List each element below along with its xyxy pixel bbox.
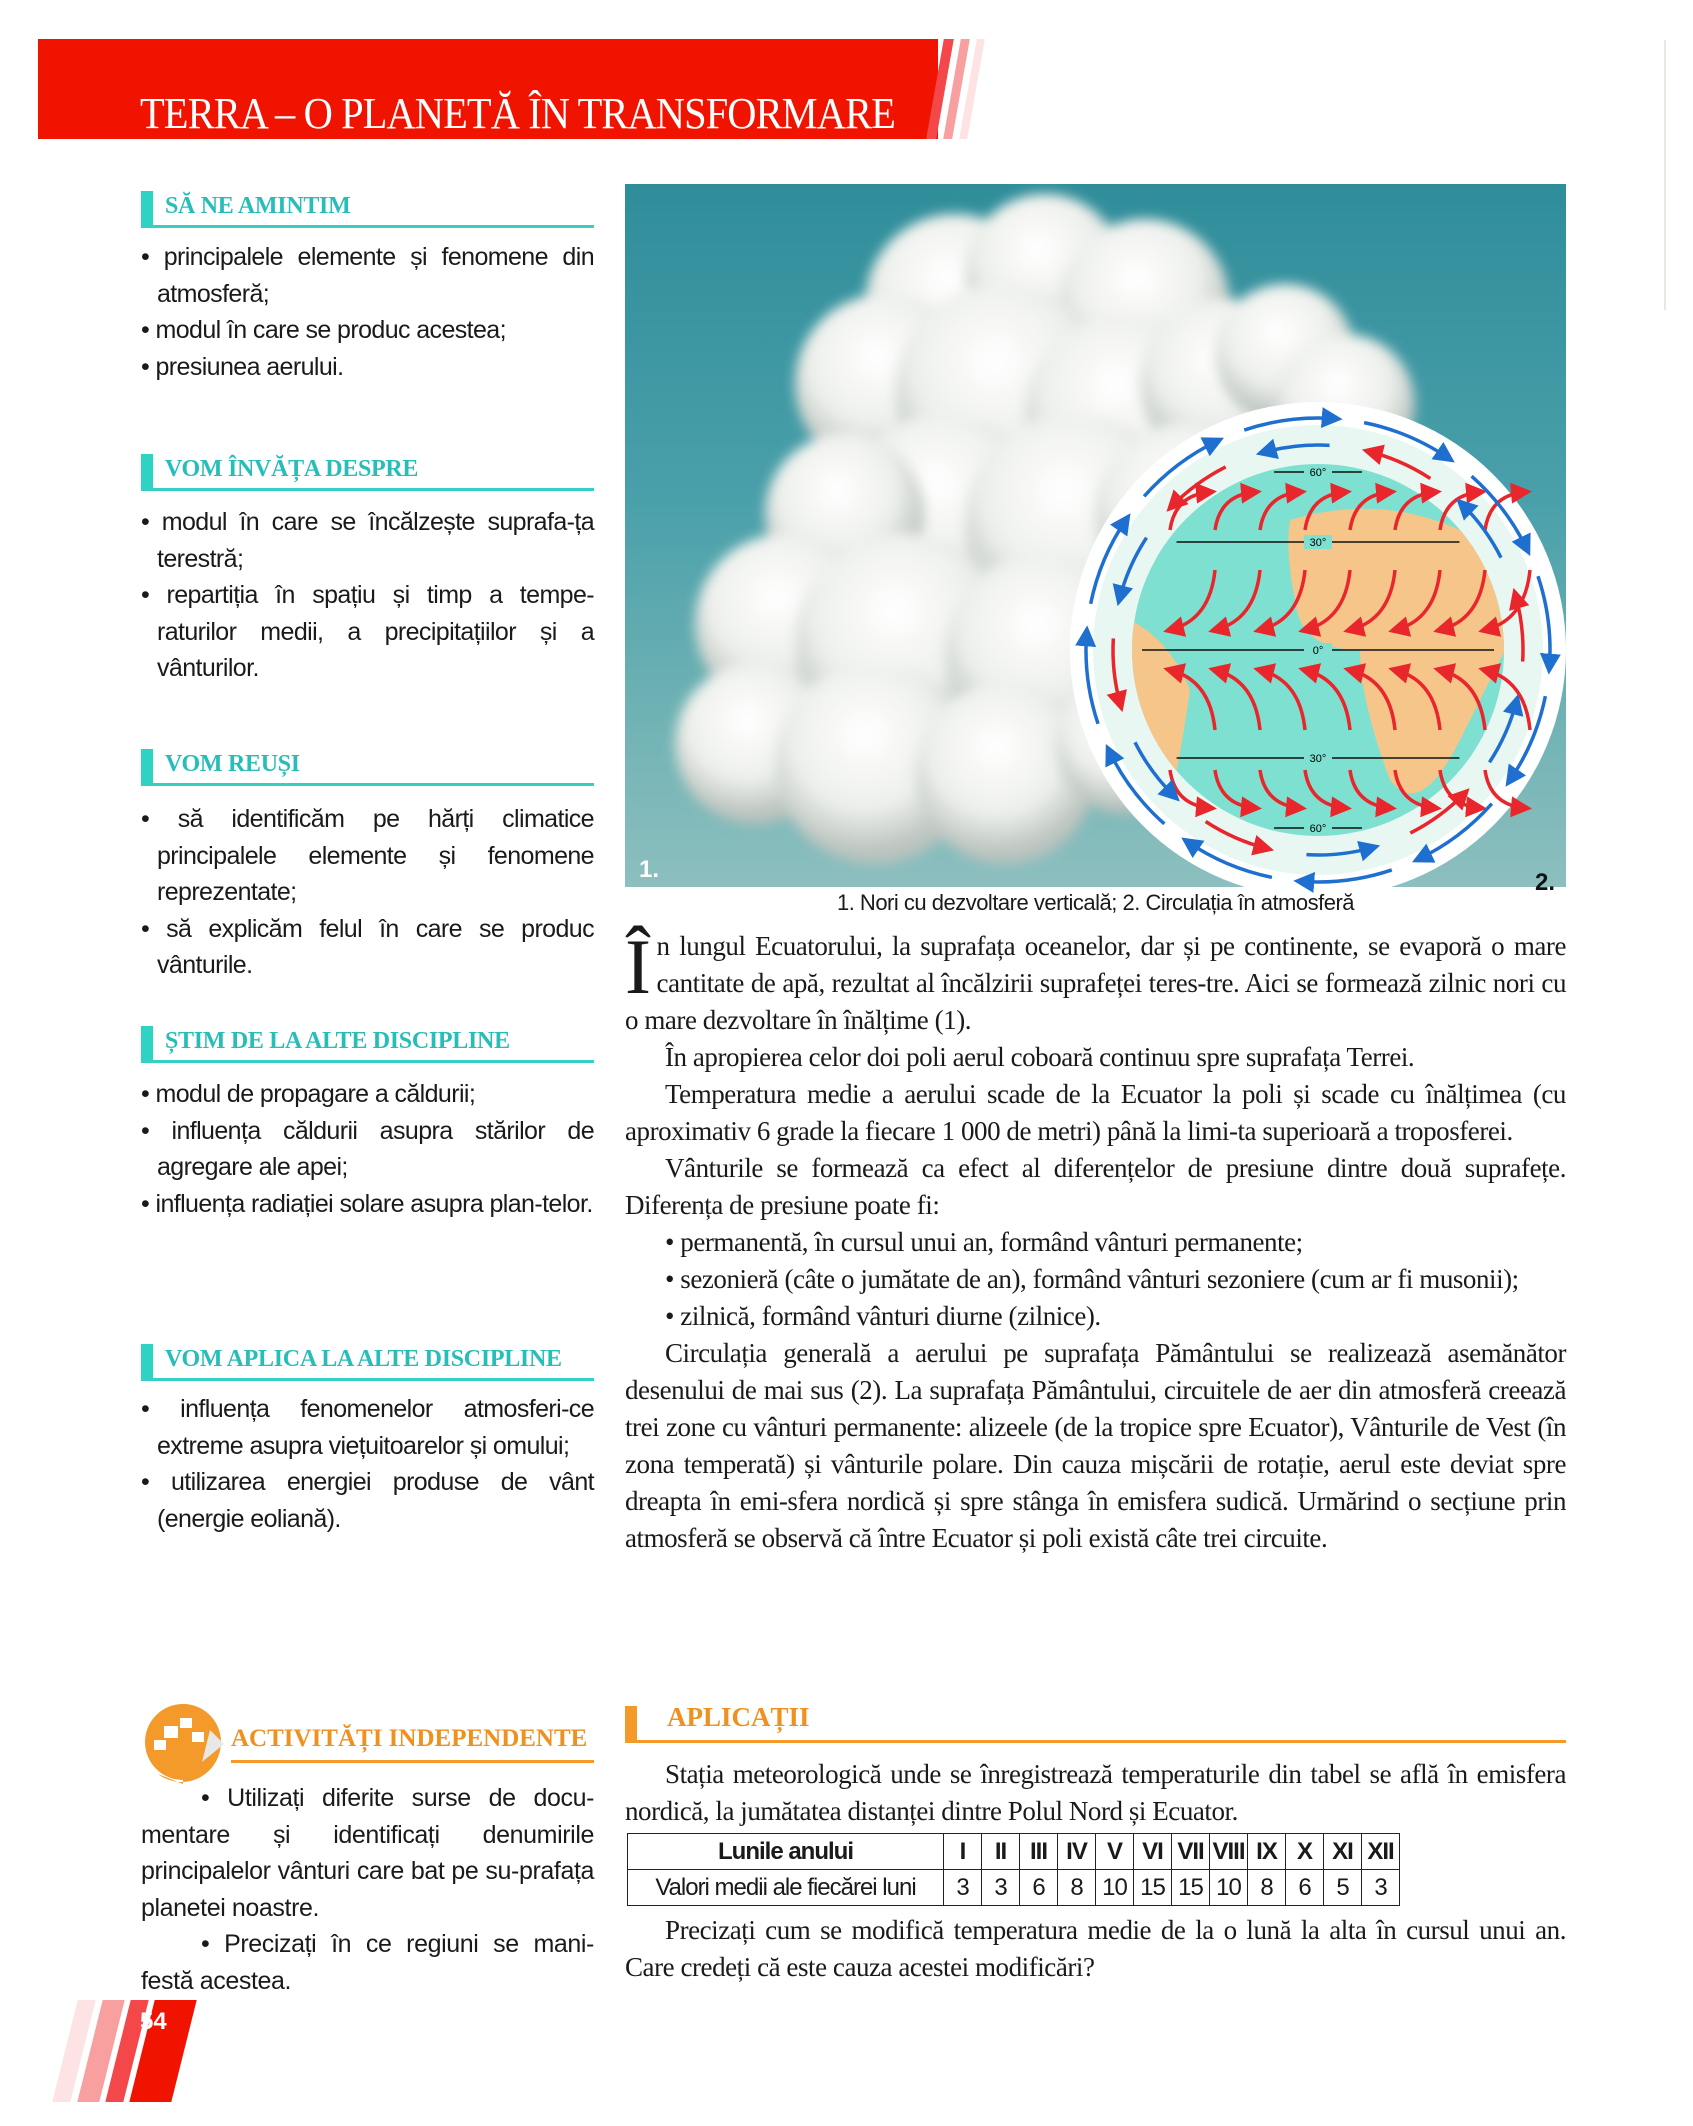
figure-label-2: 2. <box>1535 869 1556 896</box>
chapter-title: TERRA – O PLANETĂ ÎN TRANSFORMARE <box>140 89 895 138</box>
month-header-cell: I <box>944 1834 982 1870</box>
bullet-item: • sezonieră (câte o jumătate de an), formând vânturi sezoniere (cum ar fi musonii); <box>665 1264 1519 1294</box>
month-header-cell: IV <box>1058 1834 1096 1870</box>
apply-list <box>141 1391 594 1537</box>
month-header-cell: XI <box>1324 1834 1362 1870</box>
atmospheric-circulation-diagram <box>1060 400 1580 900</box>
temperature-cell: 5 <box>1324 1870 1362 1906</box>
section-heading-other-disciplines: ȘTIM DE LA ALTE DISCIPLINE <box>141 1022 594 1063</box>
temperature-cell: 15 <box>1172 1870 1210 1906</box>
list-item: • utilizarea energiei produse de vânt (energie eoliană). <box>141 1464 594 1537</box>
latitude-label: 30° <box>1309 753 1327 765</box>
list-item: • să identificăm pe hărți climatice principalele elemente și fenomene reprezentate; <box>141 801 594 911</box>
applications-intro: Stația meteorologică unde se înregistrează temperaturile din tabel se află în emisfera nordică, la jumătatea distanței dintre Polul Nord și Ecuator. <box>625 1759 1566 1826</box>
paragraph: Temperatura medie a aerului scade de la Ecuator la poli și scade cu înălțimea (cu aproximativ 6 grade la fiecare 1 000 de metri) până la limi-ta superioară a troposferei. <box>625 1079 1566 1146</box>
temperature-cell: 3 <box>944 1870 982 1906</box>
temperature-cell: 15 <box>1134 1870 1172 1906</box>
paragraph: În apropierea celor doi poli aerul coboară continuu spre suprafața Terrei. <box>665 1042 1415 1072</box>
table-row-label: Valori medii ale fiecărei luni <box>628 1870 944 1906</box>
page-number: 54 <box>140 2008 167 2035</box>
activity-item: • Precizați în ce regiuni se mani-festă acestea. <box>141 1930 594 1995</box>
table-header-label: Lunile anului <box>628 1834 944 1870</box>
month-header-cell: V <box>1096 1834 1134 1870</box>
bullet-item: • permanentă, în cursul unui an, formând vânturi permanente; <box>665 1227 1303 1257</box>
page-edge <box>1664 40 1666 310</box>
section-heading-remember: SĂ NE AMINTIM <box>141 187 594 228</box>
list-item: • principalele elemente și fenomene din atmosferă; <box>141 239 594 312</box>
section-heading-apply: VOM APLICA LA ALTE DISCIPLINE <box>141 1340 594 1381</box>
month-header-cell: VIII <box>1210 1834 1248 1870</box>
temperature-cell: 10 <box>1210 1870 1248 1906</box>
activities-text <box>141 1780 594 1999</box>
section-heading-learn: VOM ÎNVĂȚA DESPRE <box>141 450 594 491</box>
drop-cap: Î <box>625 923 651 1010</box>
section-heading-activities: ACTIVITĂȚI INDEPENDENTE <box>141 1705 594 1771</box>
temperature-table <box>627 1833 1400 1906</box>
month-header-cell: XII <box>1362 1834 1400 1870</box>
list-item: • să explicăm felul în care se produc vânturile. <box>141 911 594 984</box>
list-item: • influența căldurii asupra stărilor de agregare ale apei; <box>141 1113 594 1186</box>
temperature-cell: 6 <box>1286 1870 1324 1906</box>
temperature-cell: 10 <box>1096 1870 1134 1906</box>
list-item: • influența radiației solare asupra plan-telor. <box>141 1186 594 1223</box>
temperature-cell: 8 <box>1248 1870 1286 1906</box>
latitude-label: 60° <box>1309 823 1327 835</box>
latitude-label: 60° <box>1309 467 1327 479</box>
list-item: • modul de propagare a căldurii; <box>141 1076 594 1113</box>
section-heading-succeed: VOM REUȘI <box>141 745 594 786</box>
succeed-list <box>141 801 594 984</box>
list-item: • modul în care se produc acestea; <box>141 312 594 349</box>
temperature-cell: 3 <box>1362 1870 1400 1906</box>
month-header-cell: II <box>982 1834 1020 1870</box>
latitude-label: 30° <box>1309 537 1327 549</box>
month-header-cell: X <box>1286 1834 1324 1870</box>
list-item: • modul în care se încălzește suprafa-ța terestră; <box>141 504 594 577</box>
figure-caption: 1. Nori cu dezvoltare verticală; 2. Circulația în atmosferă <box>836 890 1355 915</box>
applications-question: Precizați cum se modifică temperatura medie de la o lună la alta în cursul unui an. Care credeți că este cauza acestei modificări? <box>625 1915 1566 1982</box>
figure-label-1: 1. <box>639 856 660 883</box>
temperature-cell: 3 <box>982 1870 1020 1906</box>
bullet-item: • zilnică, formând vânturi diurne (zilnice). <box>665 1301 1101 1331</box>
temperature-cell: 8 <box>1058 1870 1096 1906</box>
latitude-label: 0° <box>1312 645 1324 657</box>
month-header-cell: VII <box>1172 1834 1210 1870</box>
paragraph: Circulația generală a aerului pe suprafața Pământului se realizează asemănător desenului de mai sus (2). La suprafața Pământului, circuitele de aer din atmosferă creează trei zone cu vânturi permanente: alizeele (de la tropice spre Ecuator), Vânturile de Vest (în zona temperată) și vânturile polare. Din cauza mișcării de rotație, aerul este deviat spre dreapta în emi-sfera nordică și spre stânga în emisfera sudică. Urmărind o secțiune prin atmosferă se observă că între Ecuator și poli există câte trei circuite. <box>625 1338 1566 1553</box>
activity-item: • Utilizați diferite surse de docu-mentare și identificați denumirile principalelor vânturi care bat pe su-prafața planetei noastre. <box>141 1784 594 1922</box>
list-item: • presiunea aerului. <box>141 349 594 386</box>
temperature-cell: 6 <box>1020 1870 1058 1906</box>
remember-list <box>141 239 594 385</box>
month-header-cell: IX <box>1248 1834 1286 1870</box>
paragraph: n lungul Ecuatorului, la suprafața oceanelor, dar și pe continente, se evaporă o mare cantitate de apă, rezultat al încălzirii suprafeței teres-tre. Aici se formează zilnic nori cu o mare dezvoltare în înălțime (1). <box>625 931 1566 1035</box>
main-text <box>625 923 1566 1557</box>
other-disciplines-list <box>141 1076 594 1222</box>
activity-badge-icon <box>140 1700 226 1786</box>
list-item: • influența fenomenelor atmosferi-ce extreme asupra viețuitoarelor și omului; <box>141 1391 594 1464</box>
paragraph: Vânturile se formează ca efect al diferențelor de presiune dintre două suprafețe. Diferența de presiune poate fi: <box>625 1153 1566 1220</box>
list-item: • repartiția în spațiu și timp a tempe-raturilor medii, a precipitațiilor și a vânturilor. <box>141 577 594 687</box>
month-header-cell: III <box>1020 1834 1058 1870</box>
section-heading-applications: APLICAȚII <box>625 1700 1566 1743</box>
learn-list <box>141 504 594 687</box>
month-header-cell: VI <box>1134 1834 1172 1870</box>
